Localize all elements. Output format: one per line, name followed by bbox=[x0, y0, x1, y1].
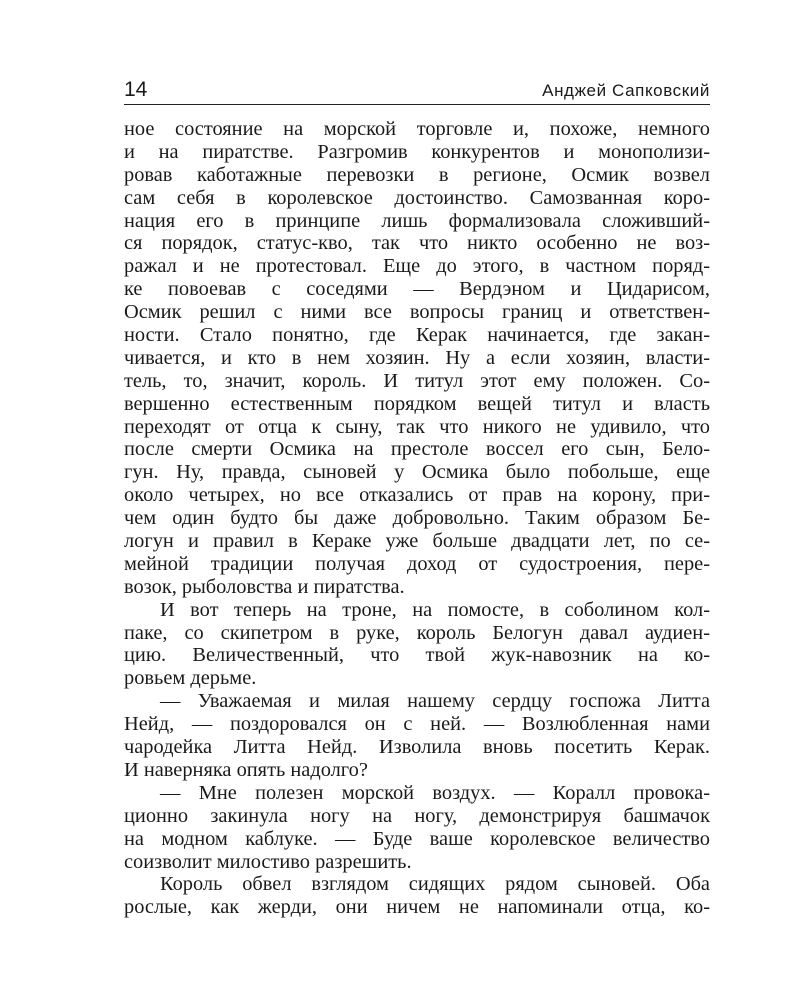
text-line: нация его в принципе лишь формализовала сложивший- bbox=[124, 209, 710, 232]
text-line-paragraph-end: И наверняка опять надолго? bbox=[124, 758, 368, 781]
text-line: около четырех, но все отказались от прав на корону, при- bbox=[124, 484, 710, 507]
text-line: чивается, и кто в нем хозяин. Ну а если хозяин, власти- bbox=[124, 346, 710, 369]
text-line: и на пиратстве. Разгромив конкурентов и монополизи- bbox=[124, 140, 710, 163]
text-line-paragraph-end: соизволит милостиво разрешить. bbox=[124, 850, 412, 873]
text-line: сам себя в королевское достоинство. Самозванная коро- bbox=[124, 186, 710, 209]
text-line-paragraph-start: И вот теперь на троне, на помосте, в соболином кол- bbox=[160, 598, 710, 621]
text-line-paragraph-end: возок, рыболовства и пиратства. bbox=[124, 575, 405, 598]
text-line: гун. Ну, правда, сыновей у Осмика было побольше, еще bbox=[124, 461, 710, 484]
text-line: паке, со скипетром в руке, король Белогун давал аудиен- bbox=[124, 621, 710, 644]
text-line: тель, то, значит, король. И титул этот ему положен. Со- bbox=[124, 369, 710, 392]
page-header bbox=[124, 78, 710, 105]
text-line: рослые, как жерди, они ничем не напоминали отца, ко- bbox=[124, 896, 710, 919]
text-line: цию. Величественный, что твой жук-навозник на ко- bbox=[124, 644, 710, 667]
text-line: ности. Стало понятно, где Керак начинается, где закан- bbox=[124, 324, 710, 347]
text-line: ся порядок, статус-кво, так что никто особенно не воз- bbox=[124, 232, 710, 255]
text-line: ражал и не протестовал. Еще до этого, в частном поряд- bbox=[124, 255, 710, 278]
text-line: переходят от отца к сыну, так что никого не удивило, что bbox=[124, 415, 710, 438]
text-line-paragraph-end: ровьем дерьме. bbox=[124, 667, 257, 690]
text-line: ке повоевав с соседями — Вердэном и Цидарисом, bbox=[124, 278, 710, 301]
text-line: ное состояние на морской торговле и, похоже, немного bbox=[124, 118, 710, 140]
text-line: мейной традиции получая доход от судостроения, пере- bbox=[124, 552, 710, 575]
text-line-paragraph-start: Король обвел взглядом сидящих рядом сыновей. Оба bbox=[160, 873, 710, 896]
text-line: чародейка Литта Нейд. Изволила вновь посетить Керак. bbox=[124, 736, 710, 759]
text-line: Осмик решил с ними все вопросы границ и ответствен- bbox=[124, 301, 710, 324]
dialogue-line-start: — Мне полезен морской воздух. — Коралл провока- bbox=[160, 781, 710, 804]
dialogue-line-start: — Уважаемая и милая нашему сердцу госпожа Литта bbox=[160, 690, 710, 713]
running-head-author: Анджей Сапковский bbox=[542, 81, 710, 100]
page-number: 14 bbox=[124, 78, 148, 101]
text-line: на модном каблуке. — Буде ваше королевское величество bbox=[124, 827, 710, 850]
text-line: Нейд, — поздоровался он с ней. — Возлюбленная нами bbox=[124, 713, 710, 736]
text-line: после смерти Осмика на престоле воссел его сын, Бело- bbox=[124, 438, 710, 461]
text-line: вершенно естественным порядком вещей титул и власть bbox=[124, 392, 710, 415]
text-line: ровав каботажные перевозки в регионе, Осмик возвел bbox=[124, 163, 710, 186]
text-line: ционно закинула ногу на ногу, демонстрируя башмачок bbox=[124, 804, 710, 827]
text-line: чем один будто бы даже добровольно. Таким образом Бе- bbox=[124, 507, 710, 530]
body-text bbox=[124, 118, 710, 919]
text-line: логун и правил в Кераке уже больше двадцати лет, по се- bbox=[124, 530, 710, 553]
